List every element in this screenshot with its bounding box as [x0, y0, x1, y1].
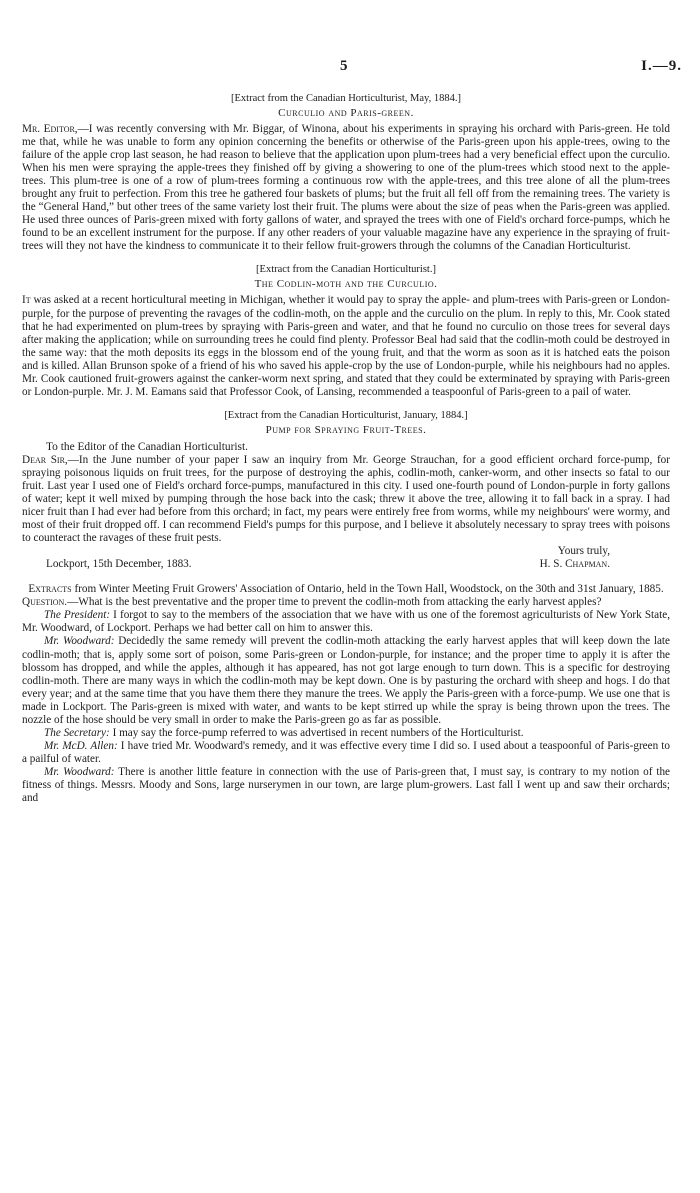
section-codlin-moth	[22, 253, 670, 398]
body-text: was asked at a recent horticultural meeting in Michigan, whether it would pay to spray the apple- and plum-trees with Paris-green or London-purple, for the purpose of preventing the ravages of the codlin-moth, on the apple and the curculio on the plum. In reply to this, Mr. Cook stated that he had experimented on plum-trees by spraying with Paris-green and water, and that he found no curculio on those trees for several days after making the application; while on surrounding trees he could find plenty. Professor Beal had said that the codlin-moth could be destroyed in the same way: that the moth deposits its eggs in the blossom end of the young fruit, and that the worm as soon as it is hatched eats the poison and is killed. Allan Brunson spoke of a friend of his who saved his apple-crop by the use of London-purple, while his neighbours had no apples. Mr. Cook cautioned fruit-growers against the canker-worm next spring, and stated that they could be exterminated by spraying with Paris-green or London-purple. Mr. J. M. Eamans said that Professor Cook, of Lansing, recommended a teaspoonful of Paris-green to a pail of water.	[22, 294, 670, 398]
speaker-text: I forgot to say to the members of the association that we have with us one of the foremost agriculturists of New York State, Mr. Woodward, of Lockport. Perhaps we had better call on him to answer this.	[22, 609, 670, 635]
body-lead: It	[22, 294, 31, 307]
place-date: Lockport, 15th December, 1883.	[46, 558, 192, 571]
speaker-name: Mr. Woodward:	[44, 635, 115, 648]
section-body	[22, 123, 670, 253]
speaker-name: Mr. Woodward:	[44, 765, 115, 778]
question-paragraph	[22, 596, 670, 609]
speaker-name: The President:	[44, 609, 111, 622]
speaker-name: Mr. McD. Allen:	[44, 739, 118, 752]
signature-name: H. S. Chapman.	[539, 558, 610, 571]
question-lead: Question.	[22, 596, 68, 609]
closing-text: Yours truly,	[557, 545, 610, 558]
extracts-heading-text: from Winter Meeting Fruit Growers' Association of Ontario, held in the Town Hall, Woodstock, on the 30th and 31st January, 1885.	[71, 583, 664, 596]
body-lead: Dear Sir,	[22, 453, 68, 466]
extracts-lead: Extracts	[28, 583, 72, 596]
section-body	[22, 454, 670, 545]
section-pump	[22, 399, 670, 571]
dialogue-paragraph	[22, 727, 670, 740]
dialogue-paragraph	[22, 766, 670, 805]
source-note: [Extract from the Canadian Horticulturist.]	[256, 264, 436, 276]
source-note: [Extract from the Canadian Horticulturist, January, 1884.]	[224, 409, 468, 421]
document-reference: I.—9.	[641, 58, 682, 74]
speaker-text: I have tried Mr. Woodward's remedy, and it was effective every time I did so. I used about a teaspoonful of Paris-green to a pailful of water.	[22, 739, 671, 765]
question-text: —What is the best preventative and the proper time to prevent the codlin-moth from attacking the early harvest apples?	[67, 596, 602, 609]
body-text: —In the June number of your paper I saw an inquiry from Mr. George Strauchan, for a good efficient orchard force-pump, for spraying poisonous liquids on fruit trees, for the purpose of destroying the aphis, codlin-moth, canker-worm, and other insects so fatal to our fruit. Last year I used one of Field's orchard force-pumps, manufactured in this city. I used one-fourth pound of London-purple in forty gallons of water; kept it well mixed by pumping through the hose back into the cask; threw it above the tree, allowing it to fall back in a spray. I had nicer fruit than I had ever had before from this orchard; in fact, my pears were entirely free from worms, while my neighbours' were wormy, and most of their fruit dropped off. I can recommend Field's pumps for this purpose, and I believe it absolutely necessary to spray trees with poisons to counteract the ravages of these fruit pests.	[22, 453, 670, 545]
dialogue-paragraph	[22, 609, 670, 635]
speaker-text: There is another little feature in connection with the use of Paris-green that, I must say, is contrary to my notion of the fitness of things. Messrs. Moody and Sons, large nurserymen in our town, are large plum-growers. Last fall I went up and saw their orchards; and	[22, 765, 670, 805]
dialogue-paragraph	[22, 740, 670, 766]
body-text: —I was recently conversing with Mr. Biggar, of Winona, about his experiments in spraying his orchard with Paris-green. He told me that, while he was unable to form any opinion concerning the benefits or otherwise of the Paris-green upon his apple-trees, owing to the failure of the apple crop last season, he had reason to believe that the application upon plum-trees had a very beneficial effect upon the curculio. When his men were spraying the apple-trees they finished off by giving a showering to one of the plum-trees which stood next to the apple-trees. This plum-tree is one of a row of plum-trees forming a continuous row with the apple-trees, and this tree alone of all the plum-trees brought any fruit to perfection. From this tree he gathered four baskets of plums; but the fruit all fell off from the remaining trees. The variety is the “General Hand,” but other trees of the same variety lost their fruit. The plums were about the size of peas when the Paris-green was applied. He used three ounces of Paris-green mixed with forty gallons of water, and sprayed the trees with one of Field's orchard force-pumps, which he found to be an excellent instrument for the purpose. If any other readers of your valuable magazine have any experience in the spraying of fruit-trees will they not have the kindness to communicate it to their fellow fruit-growers through the columns of the Canadian Horticulturist.	[22, 123, 670, 253]
extracts-heading	[22, 583, 670, 596]
section-body	[22, 294, 670, 398]
source-note: [Extract from the Canadian Horticulturist, May, 1884.]	[231, 93, 461, 104]
section-heading: Curculio and Paris-green.	[278, 107, 414, 119]
section-heading: The Codlin-moth and the Curculio.	[254, 278, 438, 291]
speaker-name: The Secretary:	[44, 726, 110, 739]
speaker-text: Decidedly the same remedy will prevent the codlin-moth attacking the early harvest apples that will keep down the late codlin-moth; that is, apply some sort of poison, some Paris-green or London-purple, for instance; and the proper time to apply it is after the blossom has dropped, and while the apples, although it has appeared, has not got large enough to turn down. This is a specific for destroying codlin-moth. There are many ways in which the codlin-moth may be kept down. One is by pasturing the orchard with sheep and hogs. I do that every year; and at the same time that you have them there they manure the trees. We apply the Paris-green with a force-pump. We use one that is made in Lockport. The Paris-green is mixed with water, and wants to be kept stirred up while the spray is being thrown upon the trees. The nozzle of the hose should be very small in order to make the Paris-green go as far as possible.	[22, 635, 670, 726]
signature-row	[22, 558, 670, 571]
dialogue-paragraph	[22, 635, 670, 726]
addressee-line: To the Editor of the Canadian Horticulturist.	[46, 440, 248, 453]
closing-row	[22, 545, 670, 558]
section-curculio	[22, 60, 670, 253]
page-number: 5	[340, 58, 348, 74]
section-heading: Pump for Spraying Fruit-Trees.	[265, 423, 427, 436]
body-lead: Mr. Editor,	[22, 123, 78, 135]
speaker-text: I may say the force-pump referred to was advertised in recent numbers of the Horticulturist.	[109, 726, 524, 739]
